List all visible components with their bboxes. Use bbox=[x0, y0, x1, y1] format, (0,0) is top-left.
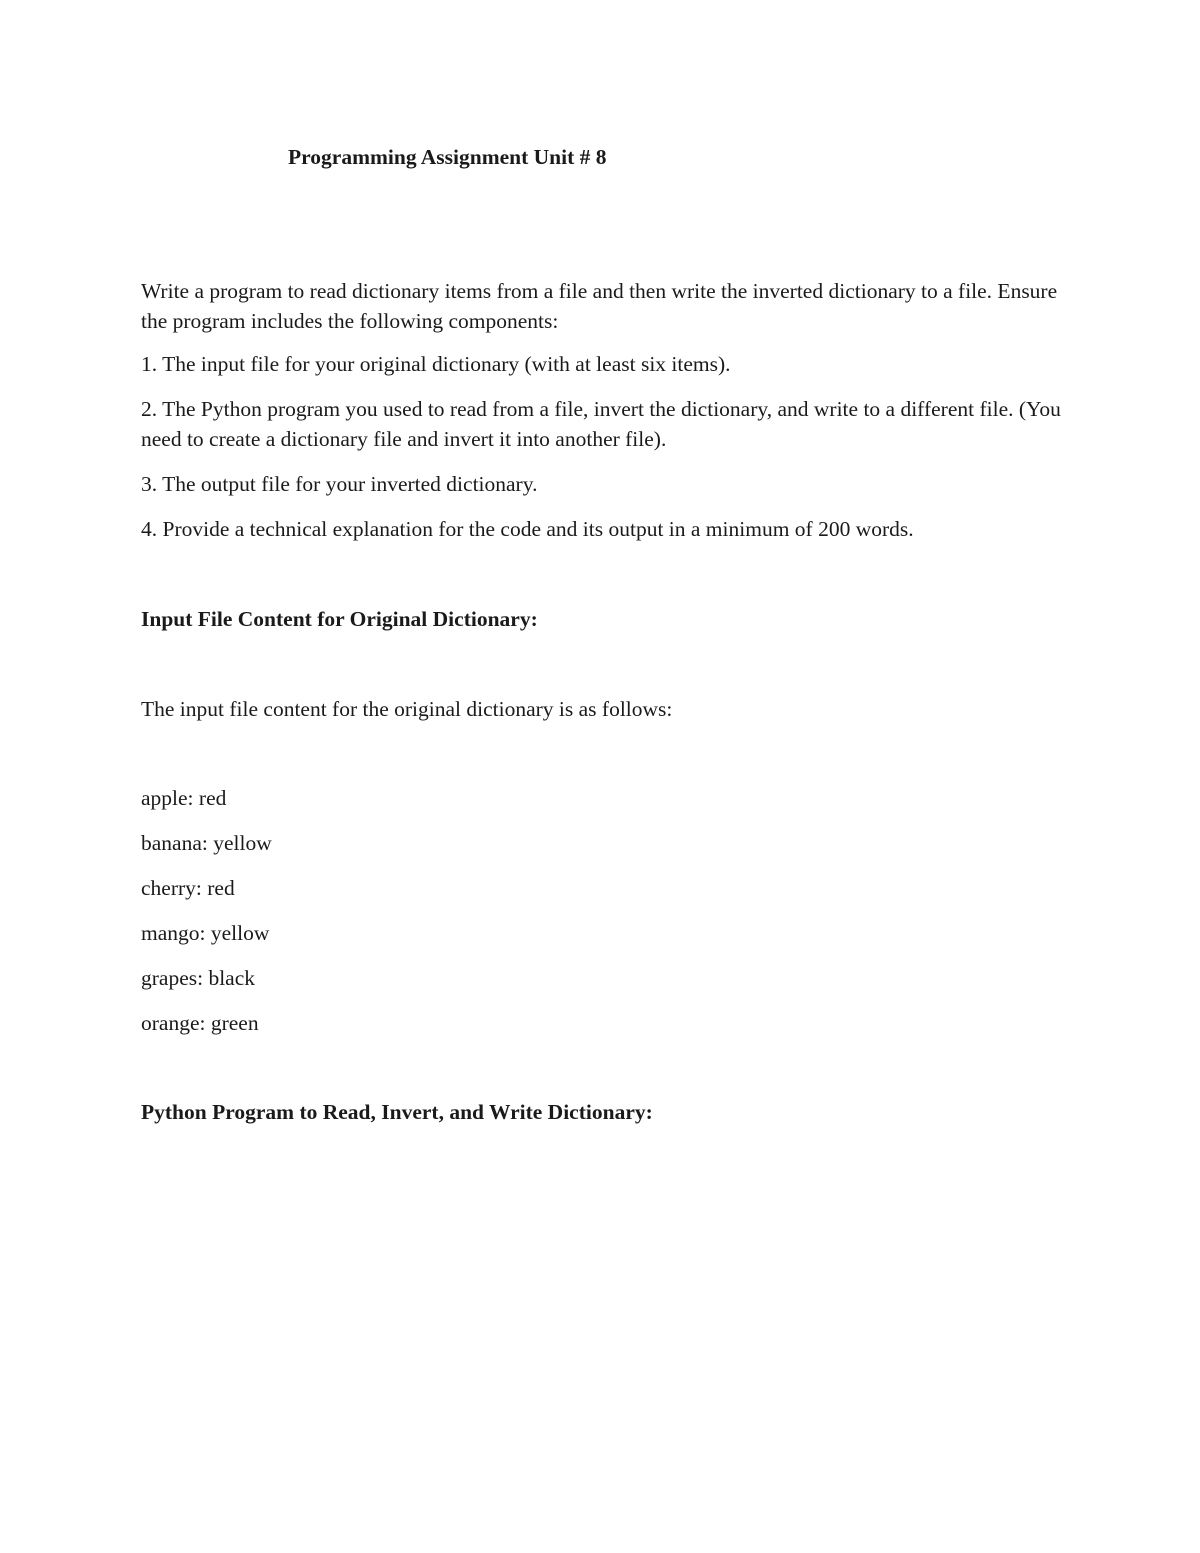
section-input-text: The input file content for the original dictionary is as follows: bbox=[141, 697, 673, 721]
dictionary-item: cherry: red bbox=[141, 876, 235, 900]
dictionary-item: apple: red bbox=[141, 786, 227, 810]
requirement-item: 2. The Python program you used to read from a file, invert the dictionary, and write to a different file. (You need to create a dictionary file and invert it into another file). bbox=[141, 397, 1061, 451]
dictionary-item: mango: yellow bbox=[141, 921, 270, 945]
dictionary-item: grapes: black bbox=[141, 966, 256, 990]
dictionary-item: orange: green bbox=[141, 1011, 259, 1035]
requirement-item: 3. The output file for your inverted dictionary. bbox=[141, 472, 538, 496]
dictionary-item: banana: yellow bbox=[141, 831, 272, 855]
document-title: Programming Assignment Unit # 8 bbox=[288, 145, 607, 169]
requirement-item: 1. The input file for your original dictionary (with at least six items). bbox=[141, 352, 731, 376]
intro-paragraph: Write a program to read dictionary items from a file and then write the inverted dictionary to a file. Ensure the program includes the following components: bbox=[141, 279, 1058, 333]
requirement-item: 4. Provide a technical explanation for the code and its output in a minimum of 200 words. bbox=[141, 517, 914, 541]
section-heading-input: Input File Content for Original Dictionary: bbox=[141, 607, 538, 631]
section-heading-program: Python Program to Read, Invert, and Write Dictionary: bbox=[141, 1100, 653, 1124]
